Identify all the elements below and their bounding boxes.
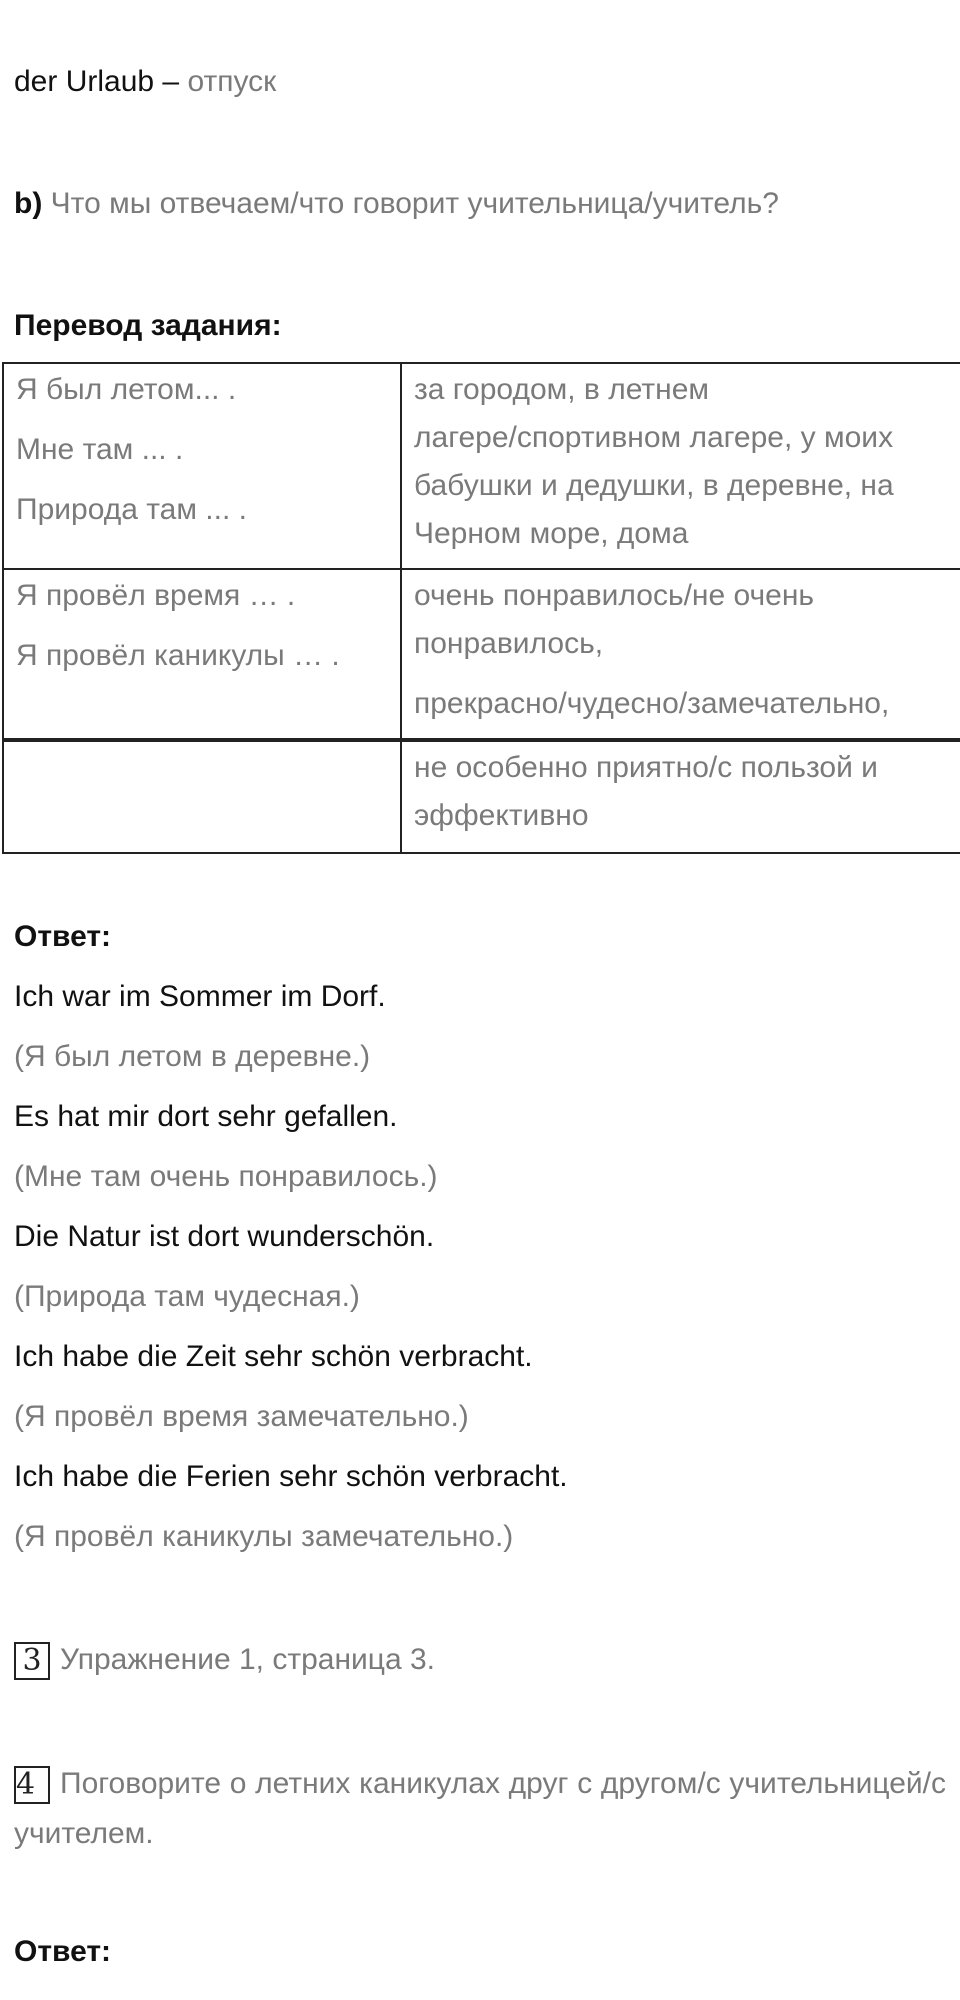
cell-line: Я был летом... .	[16, 373, 237, 406]
vocab-russian: отпуск	[187, 65, 277, 98]
cell-line: Я провёл каникулы … .	[16, 639, 340, 672]
task-4	[14, 1759, 946, 1859]
task-number-box: 4	[14, 1766, 50, 1804]
translation-heading: Перевод задания:	[14, 309, 282, 342]
answer-line-german: Ich war im Sommer im Dorf.	[14, 980, 386, 1013]
cell-line: Мне там ... .	[16, 433, 184, 466]
table-cell-right	[401, 569, 960, 739]
table-cell-left	[3, 741, 401, 853]
table-cell-left	[3, 363, 401, 569]
answer-line-german: Es hat mir dort sehr gefallen.	[14, 1100, 398, 1133]
answer-line-russian: (Я был летом в деревне.)	[14, 1040, 371, 1073]
cell-line: прекрасно/чудесно/замечательно,	[414, 687, 890, 720]
cell-line: Черном море, дома	[414, 517, 689, 550]
cell-line: лагере/спортивном лагере, у моих	[414, 421, 894, 454]
table-cell-right	[401, 363, 960, 569]
task-4-text: Поговорите о летних каникулах друг с другом/с учительницей/с учителем.	[14, 1767, 946, 1850]
task-number-box: 3	[14, 1642, 50, 1680]
answer-line-russian: (Я провёл каникулы замечательно.)	[14, 1520, 514, 1553]
answer-line-german: Ich habe die Zeit sehr schön verbracht.	[14, 1340, 533, 1373]
cell-line: понравилось,	[414, 627, 604, 660]
vocab-german: der Urlaub –	[14, 65, 180, 98]
table-row	[3, 741, 960, 853]
cell-line: за городом, в летнем	[414, 373, 710, 406]
answer-heading: Ответ:	[14, 920, 112, 953]
answer-line-russian: (Я провёл время замечательно.)	[14, 1400, 469, 1433]
table-cell-right	[401, 741, 960, 853]
task-b-marker: b)	[14, 187, 43, 220]
answer-line-russian: (Мне там очень понравилось.)	[14, 1160, 438, 1193]
cell-line: бабушки и дедушки, в деревне, на	[414, 469, 894, 502]
table-row	[3, 363, 960, 569]
answer-line-german: Ich habe die Ferien sehr schön verbracht.	[14, 1460, 568, 1493]
task-3-text: Упражнение 1, страница 3.	[60, 1643, 435, 1676]
cell-line: очень понравилось/не очень	[414, 579, 815, 612]
translation-table-continued	[2, 740, 960, 854]
cell-line: Природа там ... .	[16, 493, 247, 526]
cell-line: Я провёл время … .	[16, 579, 296, 612]
vocab-entry	[14, 62, 276, 102]
answer-line-russian: (Природа там чудесная.)	[14, 1280, 360, 1313]
translation-table	[2, 362, 960, 740]
task-b-question: Что мы отвечаем/что говорит учительница/учитель?	[50, 187, 779, 220]
task-3	[14, 1640, 435, 1680]
table-row	[3, 569, 960, 739]
cell-line: не особенно приятно/с пользой и	[414, 751, 878, 784]
answer-heading: Ответ:	[14, 1935, 112, 1968]
task-b	[14, 184, 779, 224]
cell-line: эффективно	[414, 799, 589, 832]
table-cell-left	[3, 569, 401, 739]
answer-line-german: Die Natur ist dort wunderschön.	[14, 1220, 435, 1253]
